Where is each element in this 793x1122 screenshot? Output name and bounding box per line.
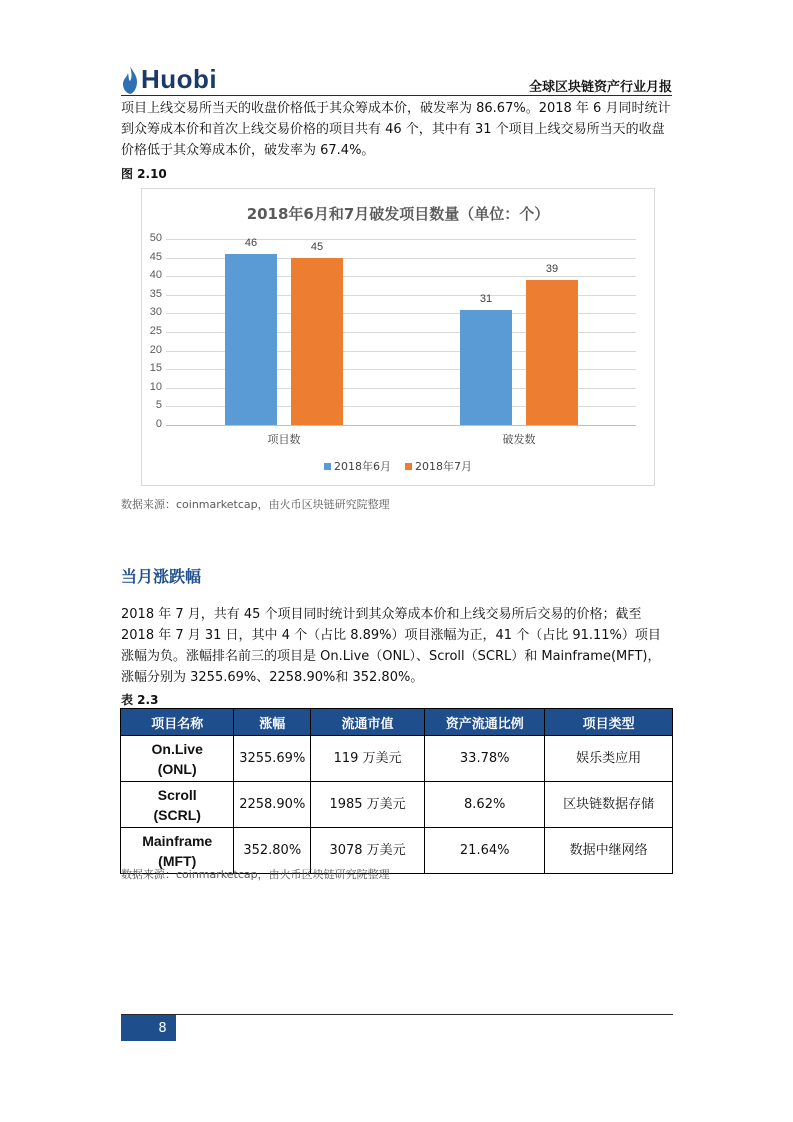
x-category-label: 破发数 (502, 433, 536, 446)
figure-label: 图 2.10 (121, 167, 167, 181)
cell-ratio: 8.62% (425, 782, 545, 828)
source-note: 数据来源：coinmarketcap，由火币区块链研究院整理 (121, 498, 390, 511)
x-category-label: 项目数 (267, 433, 301, 446)
table-row (121, 736, 673, 782)
logo-text: Huobi (141, 64, 218, 94)
y-tick-label: 20 (149, 344, 162, 356)
intro-paragraph: 项目上线交易所当天的收盘价格低于其众筹成本价，破发率为 86.67%。2018 年 6 月同时统计到众筹成本价和首次上线交易价格的项目共有 46 个，其中有 31 个项目上线交易所当天的收盘价格低于其众筹成本价，破发率为 67.4%。 (121, 101, 671, 158)
section-heading: 当月涨跌幅 (121, 567, 202, 586)
chart-legend (142, 458, 654, 474)
body-paragraph: 2018 年 7 月，共有 45 个项目同时统计到其众筹成本价和上线交易所后交易的价格；截至 2018 年 7 月 31 日，其中 4 个（占比 8.89%）项目涨幅为正，41 个（占比 91.11%）项目涨幅为负。涨幅排名前三的项目是 On.Live（ONL）、Scroll（SCRL）和 Mainframe(MFT)，涨幅分别为 3255.69%、2258.90%和 352.80%。 (121, 607, 661, 685)
project-name: Mainframe (142, 832, 213, 849)
legend-label: 2018年7月 (415, 460, 472, 473)
data-label: 45 (310, 241, 324, 253)
y-tick-label: 0 (155, 418, 162, 430)
bar (460, 310, 512, 425)
y-tick-label: 25 (149, 325, 162, 337)
source-note: 数据来源：coinmarketcap，由火币区块链研究院整理 (121, 868, 390, 881)
header-divider (121, 95, 672, 96)
table-label: 表 2.3 (121, 693, 159, 707)
cell-type: 娱乐类应用 (545, 736, 673, 782)
col-header-name: 项目名称 (121, 709, 234, 736)
data-label: 46 (244, 237, 258, 249)
cell-type: 数据中继网络 (545, 828, 673, 874)
y-tick-label: 50 (149, 232, 162, 244)
y-tick-label: 35 (149, 288, 162, 300)
legend-item (405, 458, 472, 474)
project-ticker: (ONL) (157, 760, 197, 777)
y-tick-label: 45 (149, 251, 162, 263)
legend-item (324, 458, 391, 474)
huobi-logo (121, 64, 217, 95)
footer-divider (121, 1014, 673, 1015)
bar (291, 258, 343, 425)
report-title: 全球区块链资产行业月报 (528, 80, 672, 95)
cell-market-cap: 1985 万美元 (311, 782, 425, 828)
project-name: On.Live (151, 740, 203, 757)
legend-label: 2018年6月 (334, 460, 391, 473)
col-header-change: 涨幅 (234, 709, 311, 736)
cell-change: 3255.69% (234, 736, 311, 782)
bar (526, 280, 578, 425)
bar (225, 254, 277, 425)
page-number: 8 (121, 1015, 176, 1041)
data-label: 31 (479, 293, 493, 305)
gainers-table (120, 708, 673, 874)
data-label: 39 (545, 263, 559, 275)
chart-title: 2018年6月和7月破发项目数量（单位：个） (246, 205, 550, 223)
y-tick-label: 10 (149, 381, 162, 393)
cell-type: 区块链数据存储 (545, 782, 673, 828)
y-tick-label: 15 (149, 362, 162, 374)
col-header-type: 项目类型 (545, 709, 673, 736)
bar-chart (141, 188, 655, 486)
y-tick-label: 30 (149, 306, 162, 318)
project-name: Scroll (157, 786, 197, 803)
gridline (166, 425, 636, 426)
legend-swatch (324, 463, 331, 470)
cell-market-cap: 119 万美元 (311, 736, 425, 782)
table-header-row (121, 709, 673, 736)
cell-ratio: 21.64% (425, 828, 545, 874)
cell-market-cap: 3078 万美元 (311, 828, 425, 874)
legend-swatch (405, 463, 412, 470)
col-header-ratio: 资产流通比例 (425, 709, 545, 736)
table-row (121, 782, 673, 828)
project-ticker: (MFT) (158, 852, 197, 869)
flame-icon (121, 65, 139, 95)
y-tick-label: 5 (155, 399, 162, 411)
cell-project-name (121, 736, 234, 782)
cell-change: 352.80% (234, 828, 311, 874)
project-ticker: (SCRL) (153, 806, 201, 823)
y-tick-label: 40 (149, 269, 162, 281)
cell-ratio: 33.78% (425, 736, 545, 782)
col-header-market-cap: 流通市值 (311, 709, 425, 736)
cell-change: 2258.90% (234, 782, 311, 828)
cell-project-name (121, 782, 234, 828)
